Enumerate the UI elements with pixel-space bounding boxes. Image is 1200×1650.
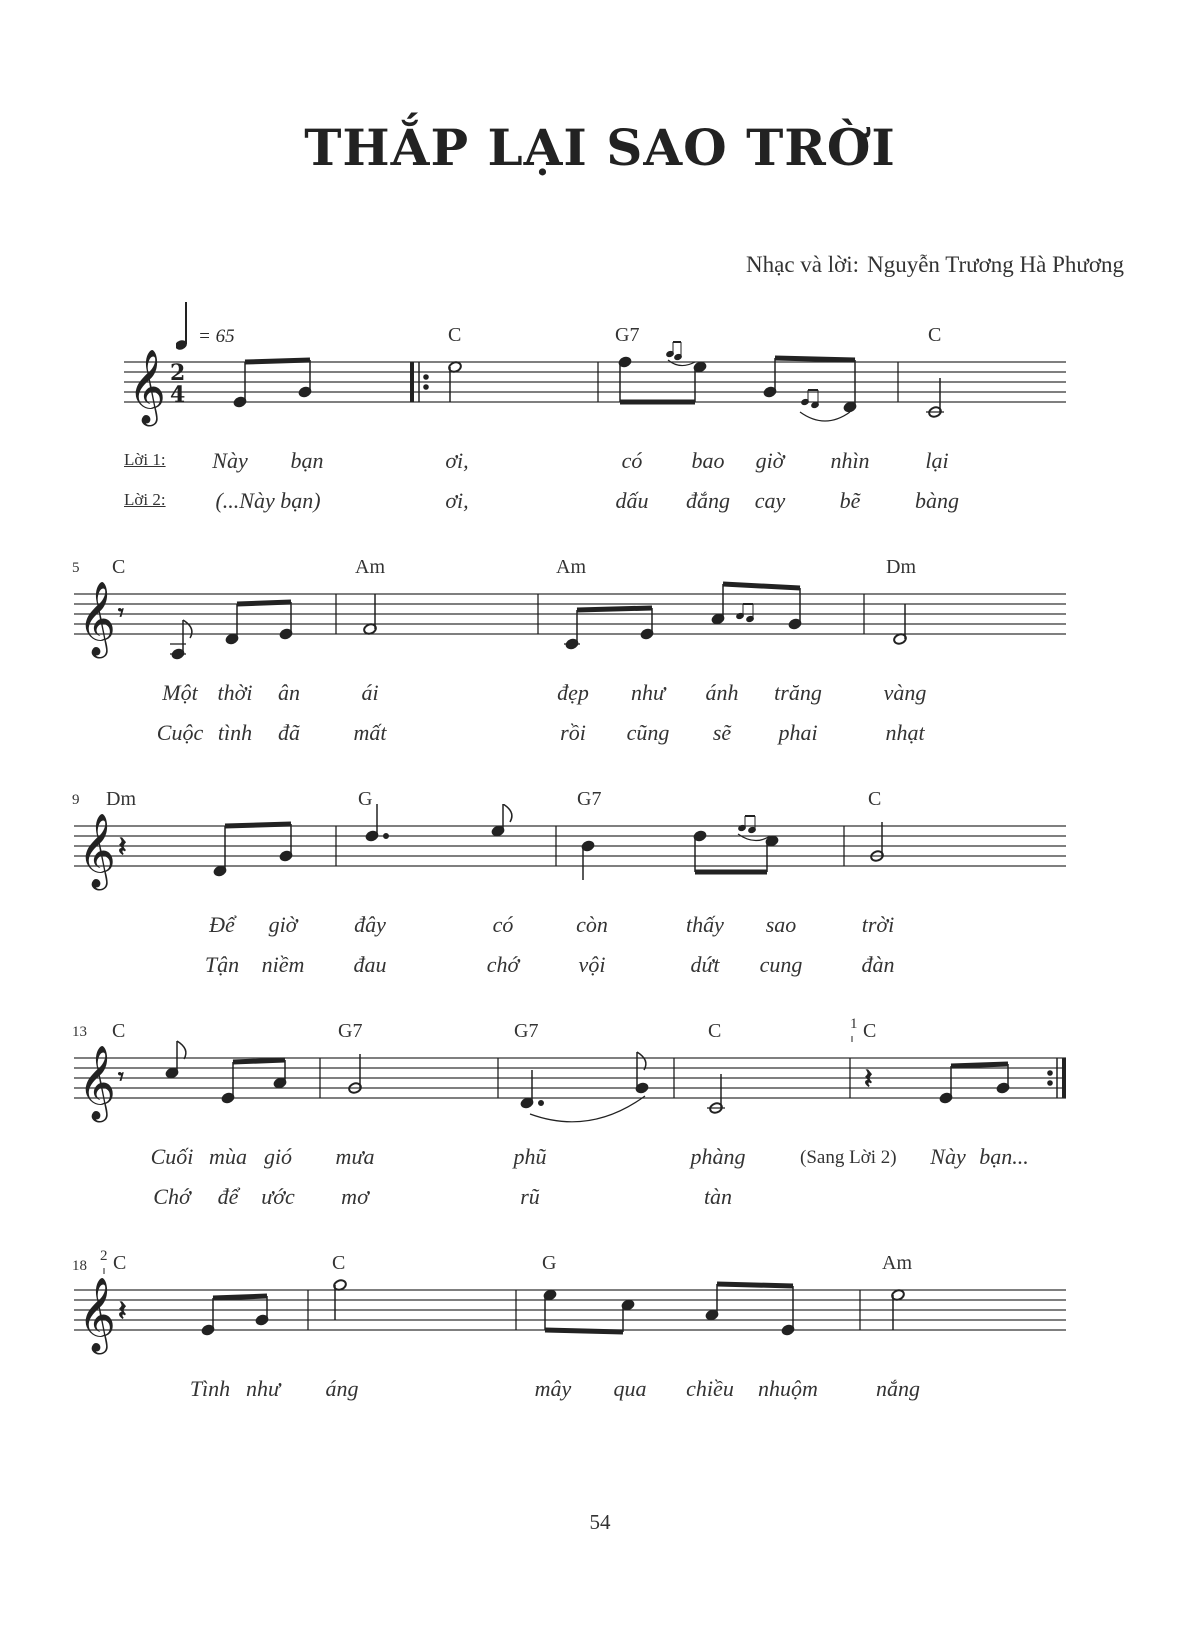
lyric-syllable: gió bbox=[263, 1144, 293, 1169]
chord-symbol: C bbox=[112, 556, 126, 578]
staff-system-5 bbox=[0, 1248, 1200, 1398]
lyric-syllable: phàng bbox=[690, 1144, 746, 1169]
treble-clef-icon bbox=[78, 582, 116, 659]
lyric-syllable: đẹp bbox=[557, 680, 589, 705]
svg-text:𝄾: 𝄾 bbox=[118, 1065, 124, 1090]
lyric-syllable: sẽ bbox=[712, 720, 732, 745]
treble-clef-icon bbox=[78, 1046, 116, 1123]
composer-label: Nhạc và lời: bbox=[746, 252, 860, 277]
chord-symbol: Am bbox=[882, 1252, 912, 1274]
lyric-syllable: phai bbox=[778, 720, 818, 745]
lyric-syllable: bẽ bbox=[839, 488, 861, 513]
composer-name: Nguyễn Trương Hà Phương bbox=[867, 252, 1124, 277]
lyric-syllable: bao bbox=[691, 448, 725, 473]
lyric-syllable: có bbox=[621, 448, 643, 473]
time-signature bbox=[170, 360, 185, 408]
lyric-syllable: ơi, bbox=[445, 488, 469, 513]
lyric-syllable: tình bbox=[217, 720, 253, 745]
lyric-syllable: vội bbox=[578, 952, 606, 977]
chord-symbol: G bbox=[358, 788, 373, 810]
svg-text:2: 2 bbox=[170, 360, 186, 386]
chord-symbol: G7 bbox=[577, 788, 602, 810]
lyric-syllable: ái bbox=[361, 680, 379, 705]
lyric-syllable: Này bbox=[930, 1144, 966, 1169]
staff-1-notation bbox=[0, 340, 1200, 470]
chord-symbol: C bbox=[113, 1252, 127, 1274]
lyric-syllable: mưa bbox=[335, 1144, 375, 1169]
composer-credit bbox=[746, 252, 1124, 278]
chord-symbol: C bbox=[928, 324, 942, 346]
svg-text:𝄽: 𝄽 bbox=[118, 830, 127, 863]
chord-symbol: Dm bbox=[886, 556, 916, 578]
lyric-syllable: bạn... bbox=[979, 1144, 1029, 1169]
measure-number: 9 bbox=[72, 792, 80, 808]
svg-text:𝄞: 𝄞 bbox=[78, 1278, 116, 1352]
lyric-syllable: phũ bbox=[513, 1144, 547, 1169]
treble-clef-icon bbox=[78, 1278, 116, 1355]
lyric-syllable: ánh bbox=[705, 680, 739, 705]
lyric-syllable: để bbox=[217, 1184, 239, 1209]
lyric-syllable: đây bbox=[354, 912, 386, 937]
verse-label-1: Lời 1: bbox=[124, 450, 166, 469]
verse-direction: (Sang Lời 2) bbox=[800, 1147, 897, 1168]
lyric-syllable: mùa bbox=[209, 1144, 247, 1169]
lyric-syllable: thời bbox=[217, 680, 253, 705]
lyric-syllable: cay bbox=[754, 488, 786, 513]
lyric-syllable: vàng bbox=[883, 680, 927, 705]
lyric-syllable: trăng bbox=[774, 680, 822, 705]
chord-symbol: Am bbox=[355, 556, 385, 578]
lyric-syllable: niềm bbox=[261, 952, 305, 977]
lyric-syllable: giờ bbox=[268, 912, 298, 937]
measure-number: 5 bbox=[72, 560, 80, 576]
lyric-syllable: nắng bbox=[876, 1376, 920, 1401]
chord-symbol: C bbox=[332, 1252, 346, 1274]
lyric-syllable: cũng bbox=[626, 720, 670, 745]
lyric-syllable: áng bbox=[325, 1376, 359, 1401]
lyric-syllable: mơ bbox=[341, 1184, 369, 1209]
svg-text:𝄽: 𝄽 bbox=[864, 1062, 873, 1095]
lyric-syllable: thấy bbox=[686, 912, 724, 937]
page-number: 54 bbox=[589, 1510, 611, 1534]
chord-symbol: G bbox=[542, 1252, 557, 1274]
treble-clef-icon bbox=[128, 350, 166, 427]
svg-text:𝄞: 𝄞 bbox=[78, 582, 116, 656]
chord-symbol: C bbox=[868, 788, 882, 810]
lyric-syllable: Cuộc bbox=[156, 720, 204, 745]
lyric-syllable: Chớ bbox=[153, 1184, 191, 1209]
lyric-syllable: Này bbox=[212, 448, 248, 473]
lyric-syllable: qua bbox=[613, 1376, 647, 1401]
chord-symbol: Am bbox=[556, 556, 586, 578]
lyric-syllable: nhìn bbox=[830, 448, 870, 473]
measure-number: 18 bbox=[72, 1258, 87, 1274]
lyric-syllable: nhạt bbox=[885, 720, 925, 745]
lyric-syllable: đàn bbox=[861, 952, 895, 977]
lyric-syllable: Một bbox=[162, 680, 198, 705]
lyric-syllable: Tận bbox=[204, 952, 240, 977]
lyric-syllable: rũ bbox=[520, 1184, 540, 1209]
lyric-syllable: ước bbox=[261, 1184, 295, 1209]
chord-symbol: G7 bbox=[615, 324, 640, 346]
lyric-syllable: chớ bbox=[486, 952, 520, 977]
chord-symbol: G7 bbox=[514, 1020, 539, 1042]
volta-number: 1 bbox=[850, 1016, 858, 1032]
svg-text:𝄾: 𝄾 bbox=[118, 601, 124, 626]
chord-symbol: G7 bbox=[338, 1020, 363, 1042]
staff-5-notation bbox=[0, 1268, 1200, 1398]
lyric-syllable: sao bbox=[765, 912, 797, 937]
lyric-syllable: chiều bbox=[686, 1376, 734, 1401]
lyric-syllable: bàng bbox=[915, 488, 959, 513]
svg-text:𝄞: 𝄞 bbox=[128, 350, 166, 424]
chord-symbol: C bbox=[112, 1020, 126, 1042]
lyric-syllable: Tình bbox=[189, 1376, 231, 1401]
lyric-syllable: mất bbox=[353, 720, 387, 745]
svg-text:𝄞: 𝄞 bbox=[78, 814, 116, 888]
svg-text:4: 4 bbox=[170, 382, 186, 408]
lyric-syllable: lại bbox=[925, 448, 949, 473]
lyric-syllable: còn bbox=[576, 912, 608, 937]
lyric-syllable: như bbox=[631, 680, 665, 705]
lyric-syllable: mây bbox=[534, 1376, 572, 1401]
lyric-syllable: cung bbox=[759, 952, 803, 977]
lyric-syllable: Để bbox=[209, 912, 235, 937]
chord-symbol: C bbox=[708, 1020, 722, 1042]
lyric-syllable: như bbox=[246, 1376, 280, 1401]
lyric-syllable: có bbox=[492, 912, 514, 937]
lyric-syllable: rồi bbox=[560, 720, 586, 745]
chord-symbol: Dm bbox=[106, 788, 136, 810]
lyric-syllable: tàn bbox=[703, 1184, 733, 1209]
lyric-syllable: nhuộm bbox=[758, 1376, 818, 1401]
lyric-syllable: (...Này bạn) bbox=[215, 488, 321, 513]
lyric-syllable: ơi, bbox=[445, 448, 469, 473]
volta-number: 2 bbox=[100, 1248, 108, 1264]
lyric-syllable: đắng bbox=[686, 488, 730, 513]
lyric-syllable: Cuối bbox=[150, 1144, 194, 1169]
lyric-syllable: dứt bbox=[690, 952, 720, 977]
lyric-syllable: trời bbox=[861, 912, 895, 937]
lyric-syllable: dấu bbox=[615, 488, 649, 513]
lyric-syllable: đau bbox=[353, 952, 387, 977]
lyric-syllable: giờ bbox=[755, 448, 785, 473]
svg-text:𝄽: 𝄽 bbox=[118, 1294, 127, 1327]
lyric-syllable: đã bbox=[278, 720, 300, 745]
treble-clef-icon bbox=[78, 814, 116, 891]
lyric-syllable: ân bbox=[278, 680, 300, 705]
measure-number: 13 bbox=[72, 1024, 87, 1040]
chord-symbol: C bbox=[863, 1020, 877, 1042]
verse-label-2: Lời 2: bbox=[124, 490, 166, 509]
tempo-value: = 65 bbox=[198, 326, 235, 347]
chord-symbol: C bbox=[448, 324, 462, 346]
svg-text:𝄞: 𝄞 bbox=[78, 1046, 116, 1120]
song-title: THẮP LẠI SAO TRỜI bbox=[304, 118, 896, 177]
lyric-syllable: bạn bbox=[290, 448, 324, 473]
